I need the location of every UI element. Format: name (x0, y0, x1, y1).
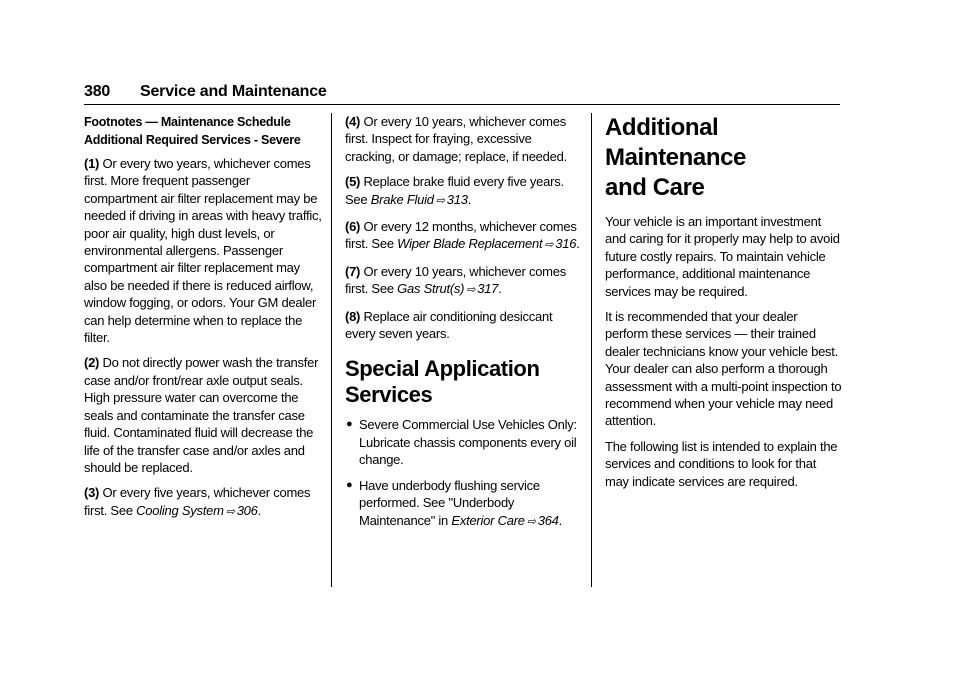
section-title: Service and Maintenance (140, 83, 327, 100)
paragraph: The following list is intended to explain the services and conditions to look for that may indicate services are required. (605, 438, 838, 489)
page-ref-icon: ⇨ (225, 505, 235, 518)
footnote-4: (4) Or every 10 years, whichever comes first. Inspect for fraying, excessive cracking, or damage; replace, if needed. (345, 114, 567, 164)
page-ref-icon: ⇨ (526, 515, 536, 528)
cross-ref-link[interactable]: Cooling System ⇨ 306 (136, 503, 257, 518)
column-divider-2 (591, 113, 592, 587)
additional-maintenance-heading: Additional Maintenance and Care (605, 114, 746, 201)
page-ref-icon: ⇨ (544, 239, 554, 252)
page-ref-icon: ⇨ (466, 284, 476, 297)
column-2 (345, 113, 583, 539)
list-item: ● Severe Commercial Use Vehicles Only: Lubricate chassis components every oil change. (346, 417, 577, 468)
footnote-3: (3) Or every five years, whichever comes first. See Cooling System ⇨ 306. (84, 484, 322, 521)
cross-ref-link[interactable]: Gas Strut(s) ⇨ 317 (397, 281, 498, 296)
page-number: 380 (84, 83, 111, 100)
column-3 (605, 113, 843, 498)
paragraph: Your vehicle is an important investment and caring for it properly may help to avoid future costly repairs. To maintain vehicle performance, additional maintenance services may be required. (605, 214, 840, 299)
footnote-6: (6) Or every 12 months, whichever comes first. See Wiper Blade Replacement ⇨ 316. (345, 218, 583, 255)
footnotes-heading: Footnotes — Maintenance Schedule Additional Required Services - Severe (84, 115, 301, 147)
special-services-list (345, 416, 583, 530)
footnote-8: (8) Replace air conditioning desiccant every seven years. (345, 308, 553, 342)
column-divider-1 (331, 113, 332, 587)
page-header (84, 83, 840, 105)
footnote-7: (7) Or every 10 years, whichever comes first. See Gas Strut(s) ⇨ 317. (345, 263, 583, 300)
footnote-1: (1) Or every two years, whichever comes first. More frequent passenger compartment air filter replacement may be needed if driving in areas with heavy traffic, poor air quality, high dust levels, or environmental allergens. Passenger compartment air filter replacement may also be needed if there is reduced airflow, window fogging, or odors. Your GM dealer can help determine when to replace the filter. (84, 156, 322, 346)
list-item: ● Have underbody flushing service performed. See "Underbody Maintenance" in Exterior Care ⇨ 364. (345, 477, 583, 531)
column-1 (84, 113, 322, 529)
footnote-5: (5) Replace brake fluid every five years. See Brake Fluid ⇨ 313. (345, 173, 583, 210)
special-services-heading: Special Application Services (345, 356, 540, 408)
header-rule (84, 104, 840, 105)
footnote-2: (2) Do not directly power wash the transfer case and/or front/rear axle output seals. High pressure water can overcome the seals and contaminate the transfer case fluid. Contaminated fluid will decrease the life of the transfer case and/or axles and should be replaced. (84, 355, 319, 475)
cross-ref-link[interactable]: Wiper Blade Replacement ⇨ 316 (397, 236, 576, 251)
cross-ref-link[interactable]: Exterior Care ⇨ 364 (451, 513, 558, 528)
paragraph: It is recommended that your dealer perform these services — their trained dealer technicians know your vehicle best. Your dealer can also perform a thorough assessment with a multi-point inspection to recommend when your vehicle may need attention. (605, 309, 842, 429)
bullet-icon: ● (346, 418, 353, 431)
page-ref-icon: ⇨ (435, 194, 445, 207)
cross-ref-link[interactable]: Brake Fluid ⇨ 313 (371, 192, 468, 207)
bullet-icon: ● (346, 478, 353, 491)
